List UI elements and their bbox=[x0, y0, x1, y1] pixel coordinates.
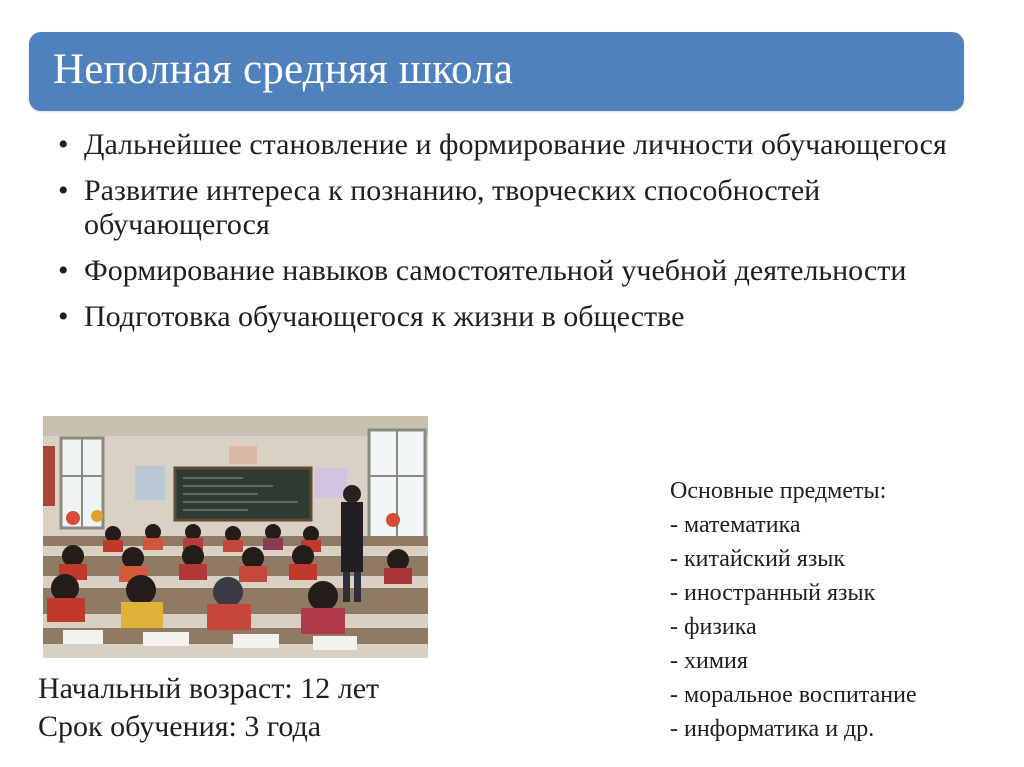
subjects-heading: Основные предметы: bbox=[670, 478, 887, 504]
bullet-text: Формирование навыков самостоятельной учебной деятельности bbox=[84, 254, 907, 287]
subject-item: - китайский язык bbox=[670, 546, 846, 572]
page-title: Неполная средняя школа bbox=[53, 46, 514, 93]
school-info bbox=[38, 670, 379, 746]
bullet-symbol: • bbox=[58, 174, 69, 207]
subjects-list bbox=[670, 474, 917, 746]
bullet-symbol: • bbox=[58, 128, 69, 161]
subject-item: - иностранный язык bbox=[670, 580, 876, 606]
classroom-photo bbox=[43, 416, 428, 658]
bullet-text: Подготовка обучающегося к жизни в обществе bbox=[84, 300, 685, 333]
bullet-item bbox=[58, 300, 958, 334]
bullet-symbol: • bbox=[58, 254, 69, 287]
subject-item: - физика bbox=[670, 614, 757, 640]
subject-item: - моральное воспитание bbox=[670, 682, 917, 708]
bullet-item bbox=[58, 174, 958, 242]
bullet-text: Дальнейшее становление и формирование личности обучающегося bbox=[84, 128, 947, 161]
bullet-text: Развитие интереса к познанию, творческих способностей обучающегося bbox=[84, 174, 821, 241]
study-duration: Срок обучения: 3 года bbox=[38, 710, 322, 743]
subject-item: - информатика и др. bbox=[670, 716, 875, 742]
starting-age: Начальный возраст: 12 лет bbox=[38, 672, 380, 705]
bullet-item bbox=[58, 128, 958, 162]
bullet-list bbox=[58, 128, 958, 346]
classroom-illustration bbox=[43, 416, 428, 658]
subject-item: - математика bbox=[670, 512, 801, 538]
bullet-item bbox=[58, 254, 958, 288]
title-banner bbox=[29, 32, 964, 111]
subject-item: - химия bbox=[670, 648, 748, 674]
bullet-symbol: • bbox=[58, 300, 69, 333]
